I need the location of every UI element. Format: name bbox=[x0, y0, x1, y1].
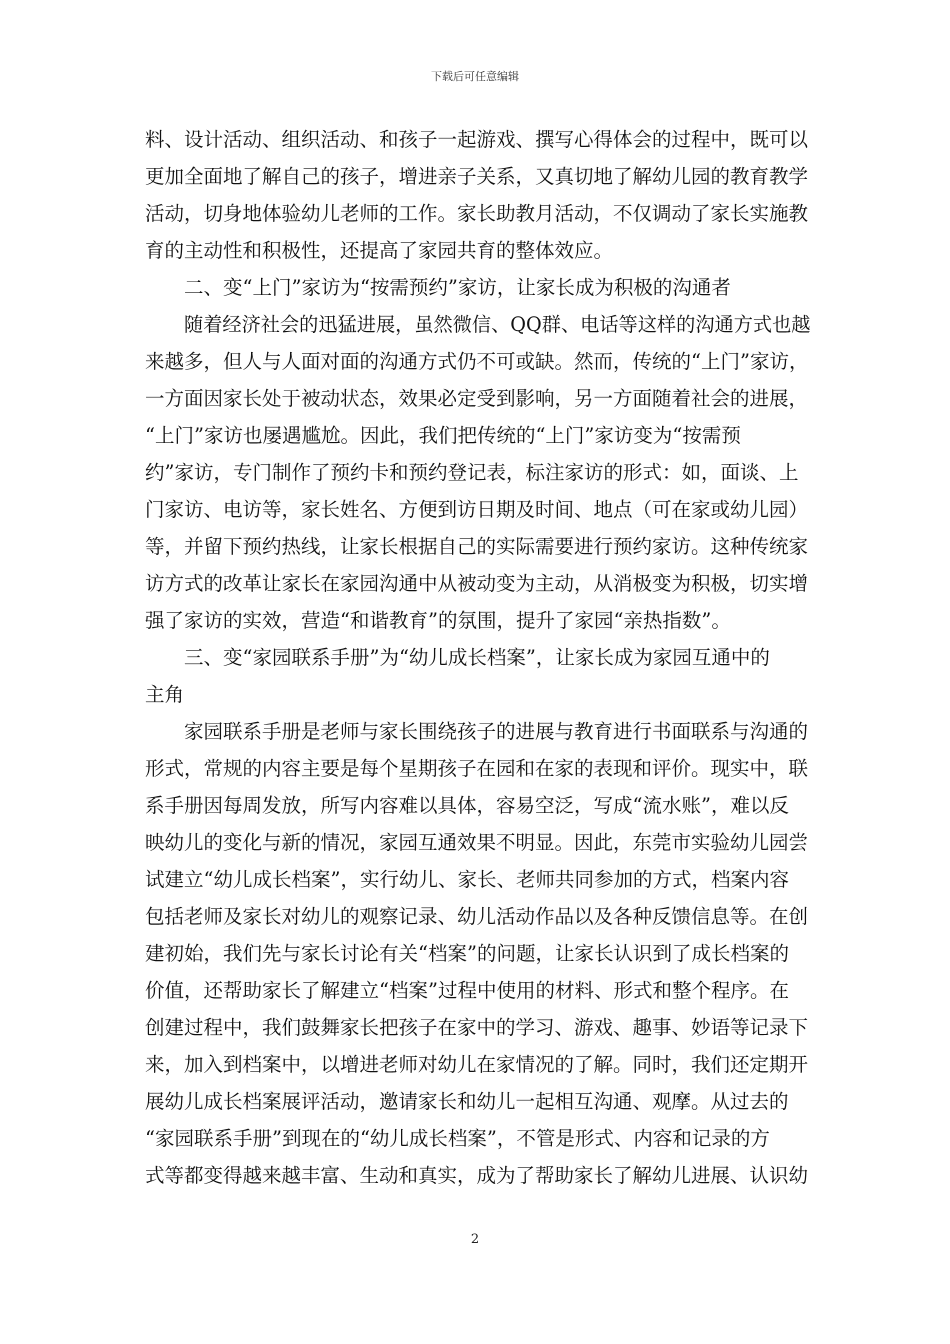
body-line: 试建立“幼儿成长档案”，实行幼儿、家长、老师共同参加的方式，档案内容 bbox=[145, 868, 789, 891]
body-line: 访方式的改革让家长在家园沟通中从被动变为主动，从消极变为积极，切实增 bbox=[145, 572, 809, 595]
body-line: 更加全面地了解自己的孩子，增进亲子关系，又真切地了解幼儿园的教育教学 bbox=[145, 165, 809, 188]
body-line: 来越多，但人与人面对面的沟通方式仍不可或缺。然而，传统的“上门”家访， bbox=[145, 350, 809, 373]
body-line: 形式，常规的内容主要是每个星期孩子在园和在家的表现和评价。现实中，联 bbox=[145, 757, 809, 780]
body-line: 门家访、电访等，家长姓名、方便到访日期及时间、地点（可在家或幼儿园） bbox=[145, 498, 809, 521]
body-line: 包括老师及家长对幼儿的观察记录、幼儿活动作品以及各种反馈信息等。在创 bbox=[145, 905, 809, 928]
section-heading: 二、变“上门”家访为“按需预约”家访，让家长成为积极的沟通者 bbox=[184, 276, 731, 299]
body-line: 强了家访的实效，营造“和谐教育”的氛围，提升了家园“亲热指数”。 bbox=[145, 609, 731, 632]
body-line: 系手册因每周发放，所写内容难以具体，容易空泛，写成“流水账”，难以反 bbox=[145, 794, 789, 817]
body-line: 等，并留下预约热线，让家长根据自己的实际需要进行预约家访。这种传统家 bbox=[145, 535, 809, 558]
body-line: 随着经济社会的迅猛进展，虽然微信、QQ群、电话等这样的沟通方式也越 bbox=[184, 313, 811, 336]
body-line: 价值，还帮助家长了解建立“档案”过程中使用的材料、形式和整个程序。在 bbox=[145, 979, 789, 1002]
body-line: 活动，切身地体验幼儿老师的工作。家长助教月活动，不仅调动了家长实施教 bbox=[145, 202, 809, 225]
body-line: 来，加入到档案中，以增进老师对幼儿在家情况的了解。同时，我们还定期开 bbox=[145, 1053, 809, 1076]
body-line: 创建过程中，我们鼓舞家长把孩子在家中的学习、游戏、趣事、妙语等记录下 bbox=[145, 1016, 809, 1039]
page-number: 2 bbox=[470, 1232, 480, 1247]
body-line: 料、设计活动、组织活动、和孩子一起游戏、撰写心得体会的过程中，既可以 bbox=[145, 128, 809, 151]
body-line: 展幼儿成长档案展评活动，邀请家长和幼儿一起相互沟通、观摩。从过去的 bbox=[145, 1090, 789, 1113]
page-header: 下载后可任意编辑 bbox=[431, 70, 519, 83]
body-line: “上门”家访也屡遇尴尬。因此，我们把传统的“上门”家访变为“按需预 bbox=[145, 424, 741, 447]
body-line: 一方面因家长处于被动状态，效果必定受到影响，另一方面随着社会的进展， bbox=[145, 387, 809, 410]
body-line: 式等都变得越来越丰富、生动和真实，成为了帮助家长了解幼儿进展、认识幼 bbox=[145, 1164, 809, 1187]
section-heading-cont: 主角 bbox=[145, 683, 185, 706]
body-line: 家园联系手册是老师与家长围绕孩子的进展与教育进行书面联系与沟通的 bbox=[184, 720, 809, 743]
body-line: 映幼儿的变化与新的情况，家园互通效果不明显。因此，东莞市实验幼儿园尝 bbox=[145, 831, 809, 854]
body-line: 建初始，我们先与家长讨论有关“档案”的问题，让家长认识到了成长档案的 bbox=[145, 942, 789, 965]
body-line: “家园联系手册”到现在的“幼儿成长档案”，不管是形式、内容和记录的方 bbox=[145, 1127, 770, 1150]
body-line: 约”家访，专门制作了预约卡和预约登记表，标注家访的形式：如，面谈、上 bbox=[145, 461, 799, 484]
body-line: 育的主动性和积极性，还提高了家园共育的整体效应。 bbox=[145, 239, 614, 262]
section-heading: 三、变“家园联系手册”为“幼儿成长档案”，让家长成为家园互通中的 bbox=[184, 646, 770, 669]
